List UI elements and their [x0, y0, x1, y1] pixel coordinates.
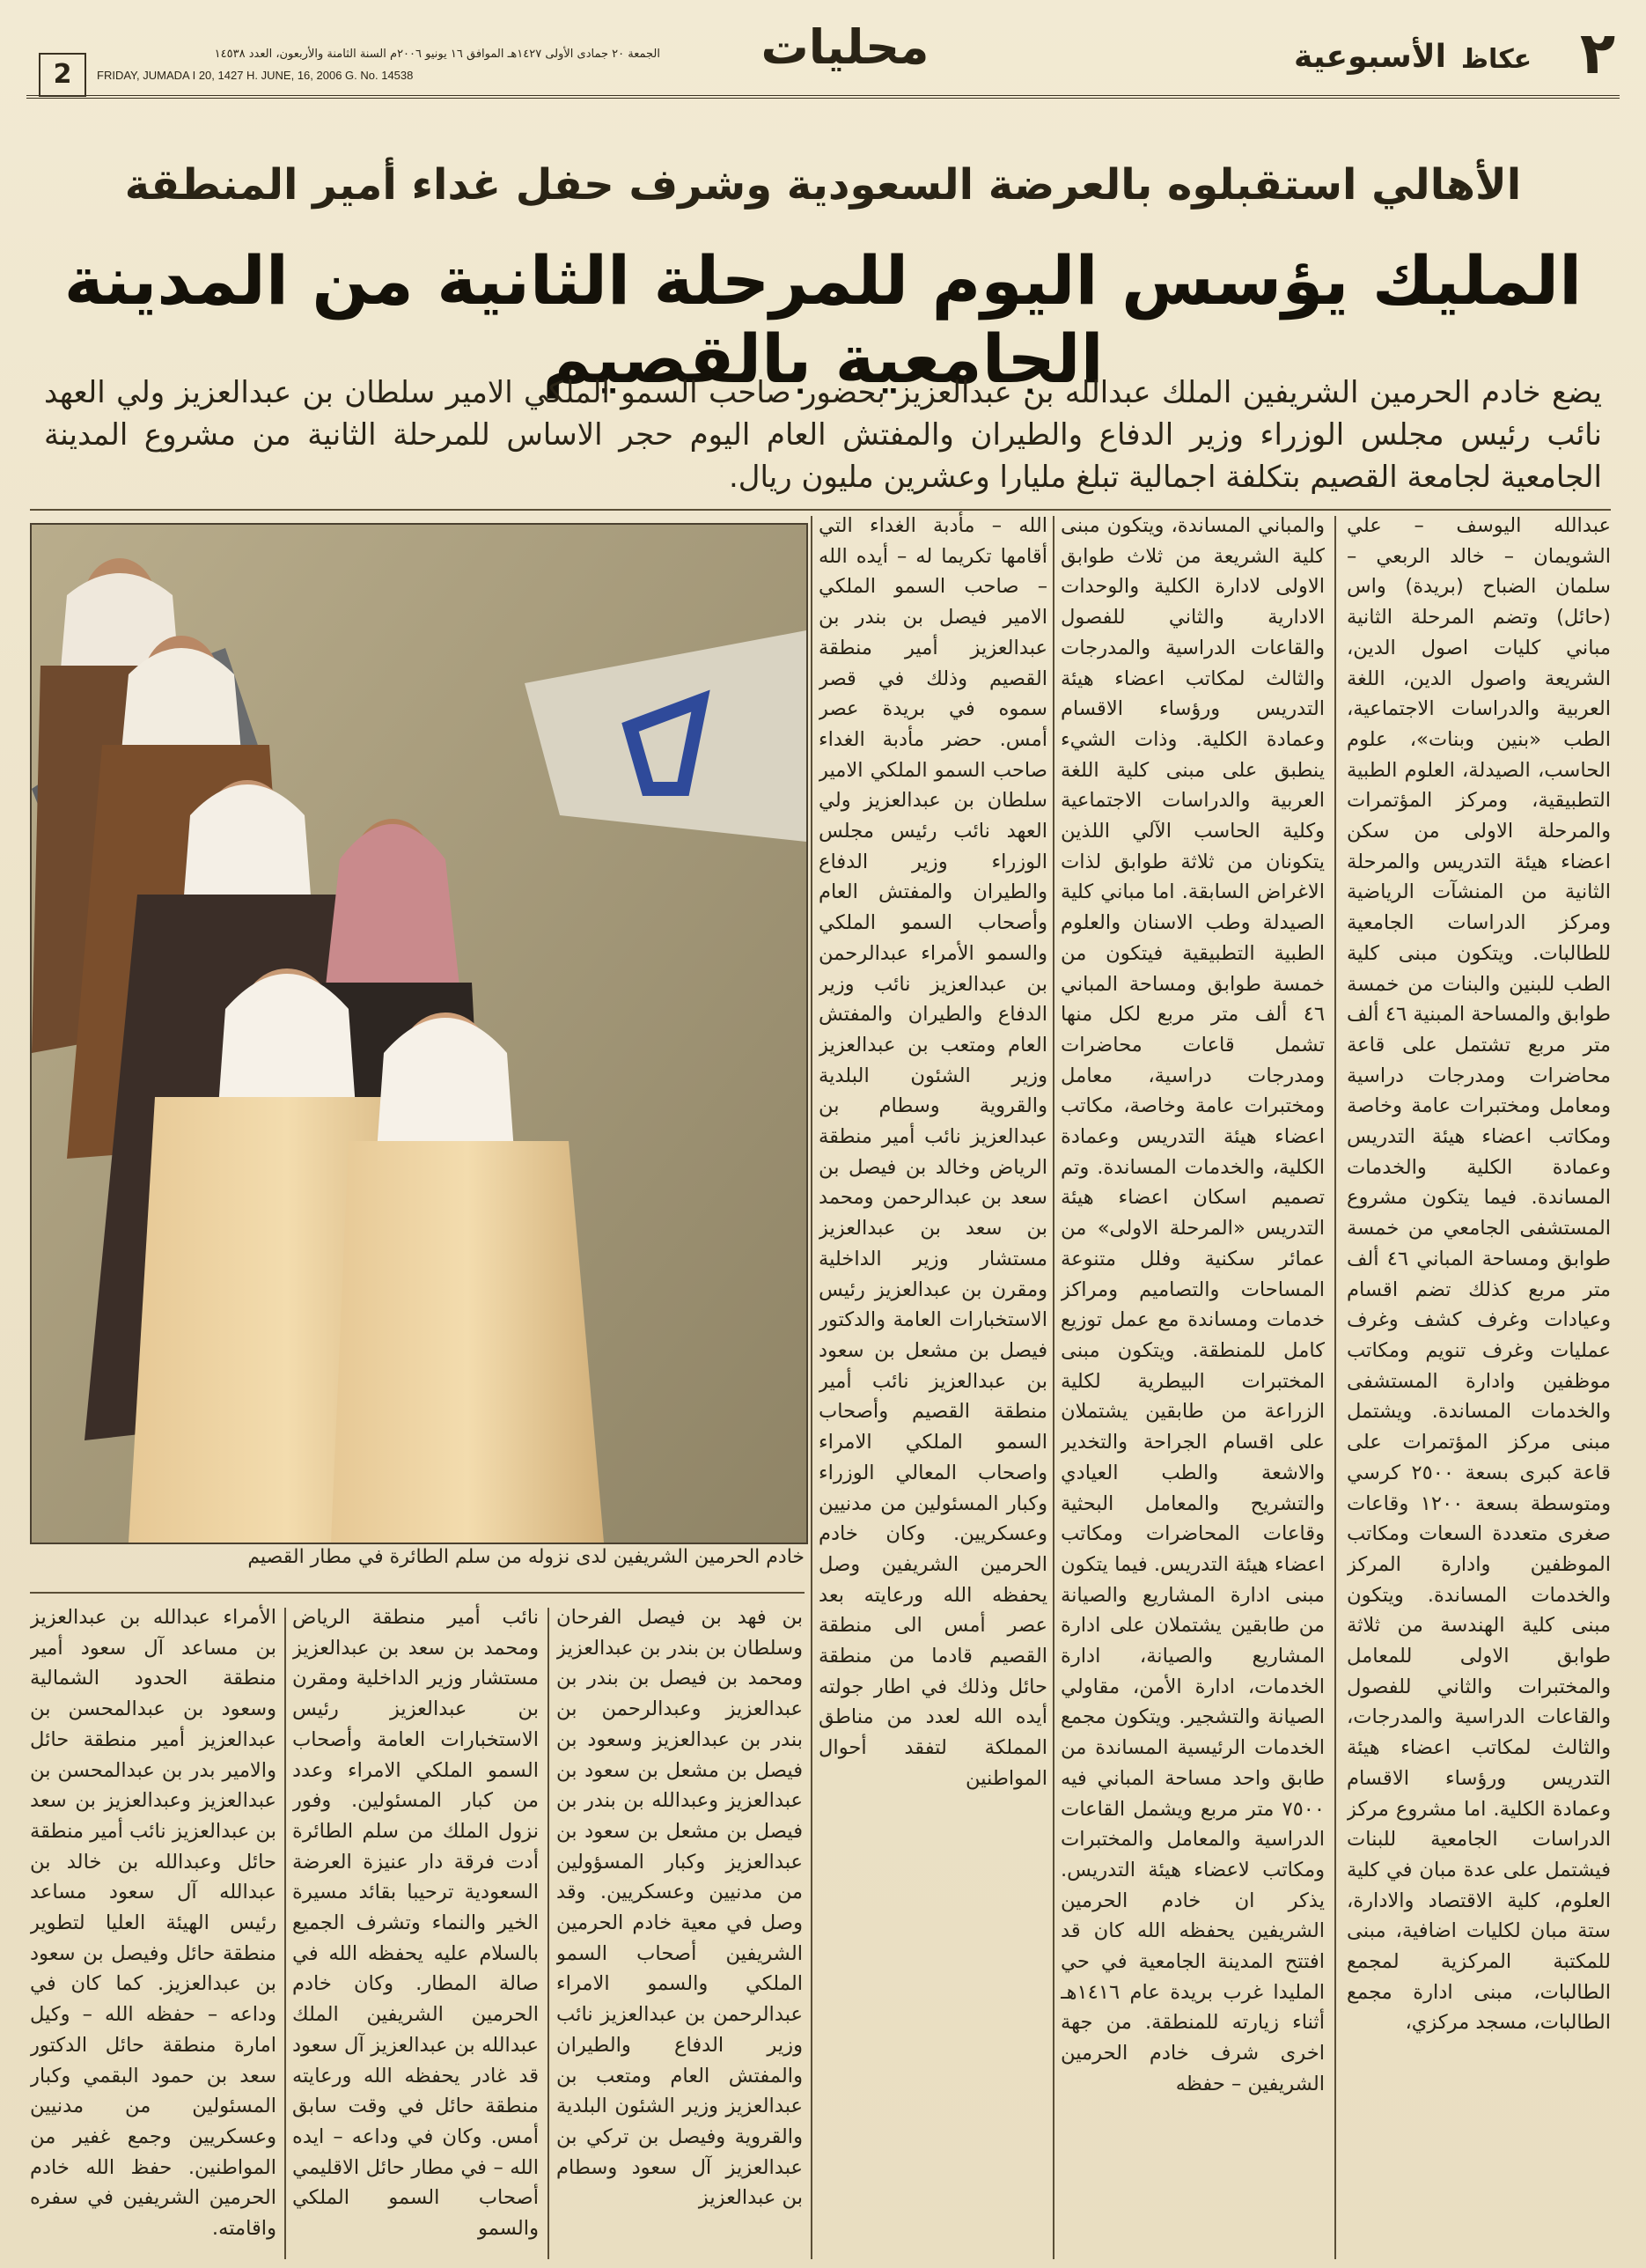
column-divider [811, 516, 812, 2259]
lede-paragraph: يضع خادم الحرمين الشريفين الملك عبدالله بن عبدالعزيز بحضور صاحب السمو الملكي الامير سلطان بن عبدالعزيز ولي العهد نائب رئيس مجلس الوزراء وزير الدفاع والطيران والمفتش العام اليوم حجر الاساس للمرحلة الثانية من مشروع المدينة الجامعية لجامعة القصيم بتكلفة اجمالية تبلغ مليارا وعشرين مليون ريال. [44, 375, 1602, 495]
brand-weekly: الأسبوعية [1294, 39, 1446, 75]
masthead [26, 16, 1620, 99]
article-column-2 [1061, 511, 1325, 2263]
article-column-4 [556, 1602, 803, 2263]
column-divider [1334, 516, 1336, 2259]
photo-caption: خادم الحرمين الشريفين لدى نزوله من سلم الطائرة في مطار القصيم [247, 1546, 805, 1568]
date-line-arabic: الجمعة ٢٠ جمادى الأولى ١٤٢٧هـ الموافق ١٦ يونيو ٢٠٠٦م السنة الثامنة والأربعون، العدد ١٤٥٣٨ [214, 48, 660, 61]
divider [30, 1592, 805, 1594]
photo-illustration [32, 525, 806, 1543]
article-column-6 [30, 1602, 276, 2263]
column-text: والمباني المساندة، ويتكون مبنى كلية الشريعة من ثلاث طوابق الاولى لادارة الكلية والوحدات الادارية والثاني للفصول والقاعات الدراسية والمدرجات والثالث لمكاتب اعضاء هيئة التدريس ورؤساء الاقسام وعمادة الكلية. وذات الشيء ينطبق على مبنى كلية اللغة العربية والدراسات الاجتماعية وكلية الحاسب الآلي اللذين يتكونان من ثلاثة طوابق لذات الاغراض السابقة. اما مباني كلية الصيدلة وطب الاسنان والعلوم الطبية التطبيقية فيتكون من خمسة طوابق ومساحة المباني ٤٦ ألف متر مربع لكل منها تشمل قاعات محاضرات ومدرجات دراسية، معامل ومختبرات عامة وخاصة، مكاتب اعضاء هيئة التدريس وعمادة الكلية، والخدمات المساندة. وتم تصميم اسكان اعضاء هيئة التدريس «المرحلة الاولى» من عمائر سكنية وفلل متنوعة المساحات والتصاميم ومراكز خدمات ومساندة مع عمل توزيع كامل للمنطقة. ويتكون مبنى المختبرات البيطرية لكلية الزراعة من طابقين يشتملان على اقسام الجراحة والتخدير والاشعة والطب العيادي والتشريح والمعامل البحثية وقاعات المحاضرات ومكاتب اعضاء هيئة التدريس. فيما يتكون مبنى ادارة المشاريع والصيانة من طابقين يشتملان على ادارة المشاريع والصيانة، ادارة الخدمات، ادارة الأمن، مقاولي الصيانة والتشجير. ويتكون مجمع الخدمات الرئيسية المساندة من طابق واحد مساحة المباني فيه ٧٥٠٠ متر مربع ويشمل القاعات الدراسية والمعامل والمختبرات ومكاتب لاعضاء هيئة التدريس. يذكر ان خادم الحرمين الشريفين يحفظه الله كان قد افتتح المدينة الجامعية في حي المليدا غرب بريدة عام ١٤١٦هـ أثناء زيارته للمنطقة. من جهة اخرى شرف خادم الحرمين الشريفين – حفظه [1061, 514, 1325, 2095]
date-line-english: FRIDAY, JUMADA I 20, 1427 H. JUNE, 16, 2006 G. No. 14538 [97, 69, 414, 82]
page-number-left: 2 [39, 53, 86, 97]
column-divider [284, 1608, 286, 2259]
column-divider [1053, 516, 1054, 2259]
article-column-3 [819, 511, 1047, 2263]
news-photo [30, 523, 808, 1544]
page-number-right: ٢ [1579, 19, 1616, 87]
article-column-1 [1347, 511, 1611, 2263]
column-text: بن فهد بن فيصل الفرحان وسلطان بن بندر بن عبدالعزيز ومحمد بن فيصل بن بندر بن عبدالعزيز وعبدالرحمن بن بندر بن عبدالعزيز وسعود بن فيصل بن مشعل بن سعود بن عبدالعزيز وعبدالله بن بندر بن فيصل بن مشعل بن سعود بن عبدالعزيز وكبار المسؤولين من مدنيين وعسكريين. وقد وصل في معية خادم الحرمين الشريفين أصحاب السمو الملكي والسمو الامراء عبدالرحمن بن عبدالعزيز نائب وزير الدفاع والطيران والمفتش العام ومتعب بن عبدالعزيز وزير الشئون البلدية والقروية وفيصل بن تركي بن عبدالعزيز آل سعود وسطام بن عبدالعزيز [556, 1606, 803, 2210]
column-text: الأمراء عبدالله بن عبدالعزيز بن مساعد آل سعود أمير منطقة الحدود الشمالية وسعود بن عبدالمحسن بن عبدالعزيز أمير منطقة حائل والامير بدر بن عبدالمحسن بن عبدالعزيز وعبدالعزيز بن سعد بن عبدالعزيز نائب أمير منطقة حائل وعبدالله بن خالد بن عبدالله آل سعود مساعد رئيس الهيئة العليا لتطوير منطقة حائل وفيصل بن سعود بن عبدالعزيز. كما كان في وداعه – حفظه الله – وكيل امارة منطقة حائل الدكتور سعد بن حمود البقمي وكبار المسئولين من مدنيين وعسكريين وجمع غفير من المواطنين. حفظ الله خادم الحرمين الشريفين في سفره واقامته. [30, 1606, 276, 2241]
column-text: الله – مأدبة الغداء التي أقامها تكريما له – أيده الله – صاحب السمو الملكي الامير فيصل بن بندر بن عبدالعزيز أمير منطقة القصيم وذلك في قصر سموه في بريدة عصر أمس. حضر مأدبة الغداء صاحب السمو الملكي الامير سلطان بن عبدالعزيز ولي العهد نائب رئيس مجلس الوزراء وزير الدفاع والطيران والمفتش العام وأصحاب السمو الملكي والسمو الأمراء عبدالرحمن بن عبدالعزيز نائب وزير الدفاع والطيران والمفتش العام ومتعب بن عبدالعزيز وزير الشئون البلدية والقروية وسطام بن عبدالعزيز نائب أمير منطقة الرياض وخالد بن فيصل بن سعد بن عبدالرحمن ومحمد بن سعد بن عبدالعزيز مستشار وزير الداخلية ومقرن بن عبدالعزيز رئيس الاستخبارات العامة والدكتور فيصل بن مشعل بن سعود بن عبدالعزيز نائب أمير منطقة القصيم وأصحاب السمو الملكي الامراء واصحاب المعالي الوزراء وكبار المسئولين من مدنيين وعسكريين. وكان خادم الحرمين الشريفين وصل يحفظه الله ورعايته بعد عصر أمس الى منطقة القصيم قادما من منطقة حائل وذلك في اطار جولته أيده الله لعدد من مناطق المملكة لتفقد أحوال المواطنين [819, 514, 1047, 1790]
main-headline: المليك يؤسس اليوم للمرحلة الثانية من المدينة الجامعية بالقصيم [63, 241, 1583, 398]
article-column-5 [292, 1602, 539, 2263]
column-text: عبدالله اليوسف – علي الشويمان – خالد الربعي – سلمان الضباح (بريدة) واس (حائل) وتضم المرحلة الثانية مباني كليات اصول الدين، الشريعة واصول الدين، اللغة العربية والدراسات الاجتماعية، الطب «بنين وبنات»، علوم الحاسب، الصيدلة، العلوم الطبية التطبيقية، ومركز المؤتمرات والمرحلة الاولى من سكن اعضاء هيئة التدريس والمرحلة الثانية من المنشآت الرياضية ومركز الدراسات الجامعية للطالبات. ويتكون مبنى كلية الطب للبنين والبنات من خمسة طوابق والمساحة المبنية ٤٦ ألف متر مربع تشتمل على قاعة محاضرات ومدرجات دراسية ومعامل ومختبرات عامة وخاصة ومكاتب اعضاء هيئة التدريس وعمادة الكلية والخدمات المساندة. فيما يتكون مشروع المستشفى الجامعي من خمسة طوابق ومساحة المباني ٤٦ ألف متر مربع كذلك تضم اقسام وعيادات وغرف كشف وغرف عمليات وغرف تنويم ومكاتب موظفين وادارة المستشفى والخدمات المساندة. ويشتمل مبنى مركز المؤتمرات على قاعة كبرى بسعة ٢٥٠٠ كرسي ومتوسطة بسعة ١٢٠٠ وقاعات صغرى متعددة السعات ومكاتب الموظفين وادارة المركز والخدمات المساندة. ويتكون مبنى كلية الهندسة من ثلاثة طوابق الاولى للمعامل والمختبرات والثاني للفصول والقاعات الدراسية والمدرجات، والثالث لمكاتب اعضاء هيئة التدريس ورؤساء الاقسام وعمادة الكلية. اما مشروع مركز الدراسات الجامعية للبنات فيشتمل على عدة مبان في كلية العلوم، كلية الاقتصاد والادارة، ستة مبان لكليات اضافية، مبنى للمكتبة المركزية لمجمع الطالبات، مبنى ادارة مجمع الطالبات، مسجد مركزي، [1347, 514, 1611, 2035]
brand-okaz: عكاظ [1460, 44, 1532, 75]
column-divider [547, 1608, 549, 2259]
column-text: نائب أمير منطقة الرياض ومحمد بن سعد بن عبدالعزيز مستشار وزير الداخلية ومقرن بن عبدالعزيز رئيس الاستخبارات العامة وأصحاب السمو الملكي الامراء وعدد من كبار المسئولين. وفور نزول الملك من سلم الطائرة أدت فرقة دار عنيزة العرضة السعودية ترحيبا بقائد مسيرة الخير والنماء وتشرف الجميع بالسلام عليه يحفظه الله في صالة المطار. وكان خادم الحرمين الشريفين الملك عبدالله بن عبدالعزيز آل سعود قد غادر يحفظه الله ورعايته منطقة حائل في وقت سابق أمس. وكان في وداعه – ايده الله – في مطار حائل الاقليمي أصحاب السمو الملكي والسمو [292, 1606, 539, 2241]
section-title: محليات [761, 19, 930, 75]
kicker-headline: الأهالي استقبلوه بالعرضة السعودية وشرف حفل غداء أمير المنطقة [124, 160, 1522, 210]
